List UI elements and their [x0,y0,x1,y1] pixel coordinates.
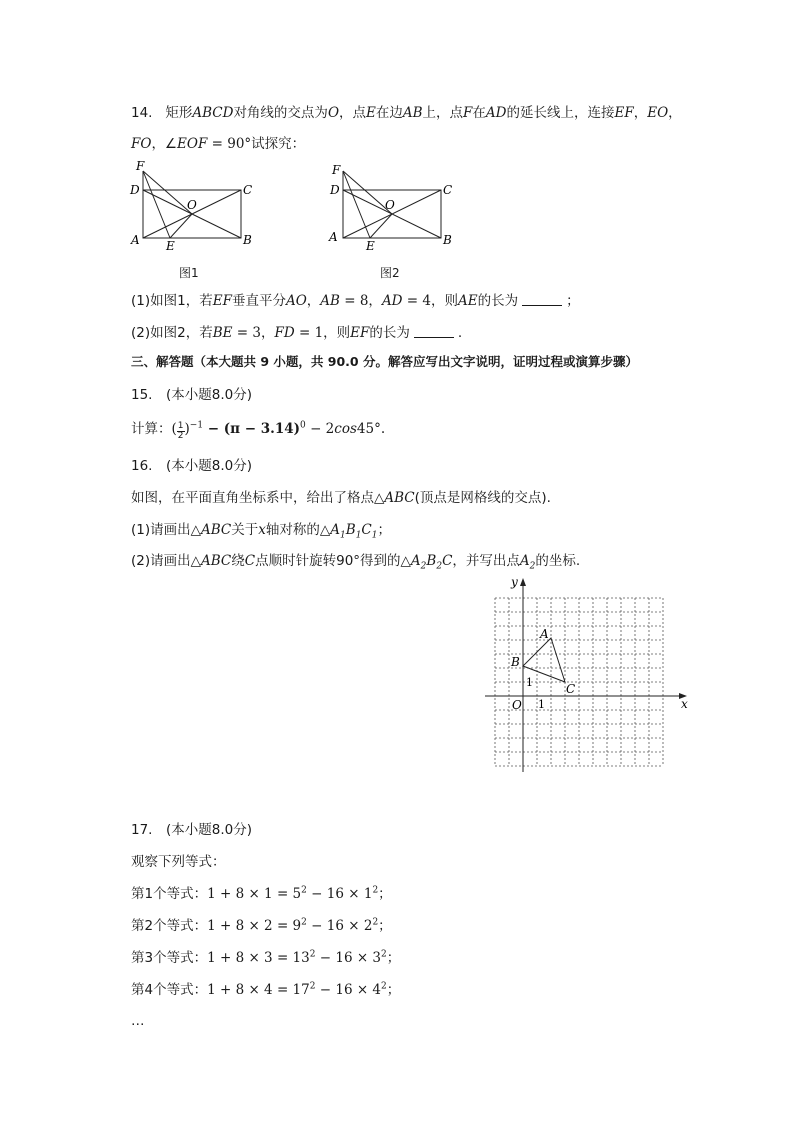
cos-function: cos [334,421,357,437]
exponent: 0 [300,420,306,431]
text: (1)如图1，若 [131,293,213,309]
fraction-half [177,422,185,441]
label-a: A [329,230,338,244]
math: ABC [201,522,232,538]
math: AD [485,105,507,121]
q17-equation-2 [131,917,392,935]
label-o: O [187,198,197,212]
text: 在边 [375,105,403,121]
math: AB [320,293,340,309]
q16-coordinate-grid [480,574,694,774]
text: ； [386,950,401,966]
text: 计算： [131,421,172,437]
math: EF [350,325,370,341]
text: ； [378,886,392,902]
label-f: F [136,159,145,173]
segment-ef [143,171,170,238]
text: (1)请画出△ [131,522,202,538]
text: 第4个等式： [131,982,208,998]
math: EO [647,105,669,121]
fig2-caption: 图2 [380,266,400,280]
math: ABCD [192,105,234,121]
math: ABC [384,490,415,506]
answer-blank [522,293,562,306]
answer-blank [414,325,454,338]
q16-part2 [131,552,580,570]
text: 矩形 [165,105,193,121]
q14-number: 14. [131,105,153,121]
text: 1 + 8 × 4 = 17 [207,982,310,998]
math: AE [458,293,478,309]
exponent: 2 [372,917,379,928]
text: − 16 × 3 [315,950,382,966]
label-b: B [243,233,252,247]
q15-expression: 计算：( $\frac{1}{2}$ )$^{-1} - (\pi - 3.14)^0 - 2\cos 45^\circ$. [131,420,386,441]
q17-ellipsis: … [131,1013,145,1029]
text: 上，点 [422,105,464,121]
text: ； [378,918,392,934]
text: − 16 × 4 [315,982,382,998]
text: 绕 [231,553,245,569]
q14-part1 [131,292,580,310]
text: 的长为 [477,293,519,309]
q17-equation-1 [131,885,392,903]
text: − 2 [305,421,335,437]
math: E [366,105,376,121]
label-b: B [443,233,452,247]
q14-part2 [131,324,462,342]
text: − 16 × 1 [306,886,373,902]
text: = 3， [232,325,275,341]
q16-line1 [131,489,551,507]
fig1-caption: 图1 [179,266,199,280]
text: (顶点是网格线的交点). [414,490,551,506]
text: . [457,325,463,341]
math: F [463,105,473,121]
text: 的坐标. [535,553,581,569]
segment-fo [143,171,192,214]
origin-label: O [512,698,522,712]
y-unit-label: 1 [526,676,533,689]
math: AB [402,105,423,121]
math: EOF [177,136,208,152]
exponent: 2 [381,981,387,992]
label-d: D [130,183,140,197]
label-c: C [243,183,253,197]
math: FD [274,325,295,341]
q14-line1 [131,104,682,122]
text: = 4，则 [402,293,458,309]
text: 45°. [356,421,386,437]
math: EF [614,105,634,121]
text: 的长为 [369,325,410,341]
text: 对角线的交点为 [233,105,328,121]
q17-equation-4 [131,981,400,999]
x-label: x [681,697,688,711]
text: ，∠ [151,136,178,152]
segment-eo [170,214,192,238]
exponent: 2 [309,981,316,992]
text: (2)如图2，若 [131,325,213,341]
point-c-label: C [566,682,576,696]
text: ，并写出点 [452,553,520,569]
label-e: E [166,239,175,253]
exponent: −1 [189,420,204,431]
section-3-heading: 三、解答题（本大题共 9 小题，共 90.0 分。解答应写出文字说明，证明过程或演算步骤） [131,354,638,369]
denominator: 2 [177,431,184,441]
triangle-a1b1c1: $A_1B_1C_1$ [330,522,378,541]
text: 第3个等式： [131,950,208,966]
math: AD [381,293,403,309]
point-a2: $A_2$ [519,553,536,572]
text: = 1，则 [294,325,351,341]
text: ，点 [339,105,367,121]
y-label: y [511,575,518,589]
exponent: 2 [301,885,307,896]
q16-header: 16. (本小题8.0分) [131,458,252,474]
label-f: F [332,163,341,177]
text: 第2个等式： [131,918,208,934]
text: 1 + 8 × 3 = 13 [207,950,310,966]
segment-ef [343,171,370,238]
text: ， [668,105,682,121]
text: ) [184,421,190,437]
q16-part1 [131,521,391,539]
text: 垂直平分 [231,293,286,309]
text: ； [566,293,580,309]
math: C [244,553,256,569]
q15-header: 15. (本小题8.0分) [131,387,252,403]
text: ， [306,293,321,309]
text: 在 [472,105,486,121]
label-d: D [330,183,340,197]
label-e: E [366,239,375,253]
text: = 8， [339,293,382,309]
text: 1 + 8 × 2 = 9 [207,918,302,934]
math: FO [131,136,152,152]
triangle-a2b2c: $A_2B_2C$ [410,553,453,572]
label-a: A [131,233,140,247]
text: − (π − 3.14) [203,421,301,437]
text: 轴对称的△ [265,522,331,538]
point-b-label: B [511,655,520,669]
text: ； [386,982,401,998]
exponent: 2 [309,949,316,960]
segment-eo [370,214,392,238]
math: x [258,522,266,538]
text: ， [633,105,648,121]
text: 如图，在平面直角坐标系中，给出了格点△ [131,490,385,506]
numerator: 1 [177,421,184,431]
point-a-label: A [540,627,549,641]
q14-line2 [131,135,305,153]
label-c: C [443,183,453,197]
math: ABC [201,553,232,569]
text: 关于 [231,522,259,538]
q14-figure-2 [326,158,456,253]
exponent: 2 [372,885,379,896]
math: BE [212,325,233,341]
text: 第1个等式： [131,886,208,902]
math: O [327,105,340,121]
math: EF [212,293,232,309]
math: AO [285,293,307,309]
q17-intro: 观察下列等式： [131,854,226,870]
exponent: 2 [381,949,387,960]
label-o: O [385,198,395,212]
text: − 16 × 2 [306,918,373,934]
text: 点顺时针旋转90°得到的△ [255,553,411,569]
text: ； [377,522,391,538]
text: (2)请画出△ [131,553,202,569]
y-axis-arrow [520,578,526,586]
q14-figure-1 [126,158,256,253]
text: = 90°试探究： [207,136,306,152]
q17-header: 17. (本小题8.0分) [131,822,252,838]
text: 的延长线上，连接 [506,105,615,121]
exponent: 2 [301,917,307,928]
x-unit-label: 1 [538,698,545,711]
text: 1 + 8 × 1 = 5 [207,886,302,902]
q17-equation-3 [131,949,400,967]
